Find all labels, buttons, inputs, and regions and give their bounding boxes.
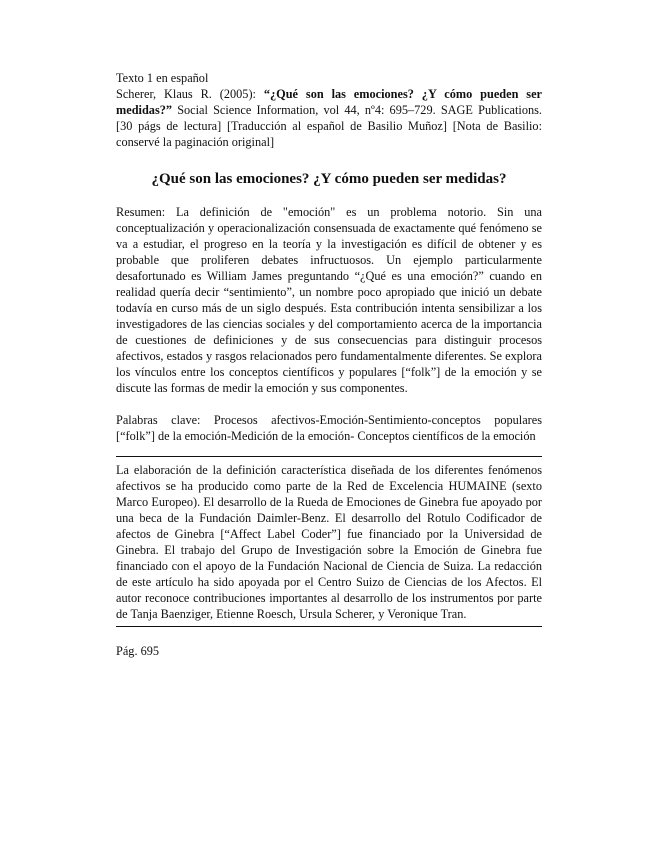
main-title: ¿Qué son las emociones? ¿Y cómo pueden ser medidas? [151,171,507,187]
document-content [116,70,542,659]
page-number: Pág. 695 [116,644,160,658]
citation-title: “¿Qué son las emociones? ¿Y cómo pueden ser medidas?” [116,87,542,117]
citation-authors: Scherer, Klaus R. (2005): [116,87,264,101]
abstract: Resumen: La definición de "emoción" es un problema notorio. Sin una conceptualización y operacionalización consensuada de exactamente qué fenómeno se va a estudiar, el progreso en la teoría y la investigación es difícil de obtener y es probable que proliferen debates infructuosos. Un ejemplo particularmente desafortunado es William James preguntando “¿Qué es una emoción?” cuando en realidad quería decir “sentimiento”, un nombre poco apropiado que inició un debate todavía en curso más de un siglo después. Esta contribución intenta sensibilizar a los investigadores de las ciencias sociales y del comportamiento acerca de la importancia de cuestiones de definiciones y de sus consecuencias para distinguir procesos afectivos, estados y rasgos relacionados pero fundamentalmente diferentes. Se explora los vínculos entre los conceptos científicos y populares [“folk”] de la emoción y se discute las formas de medir la emoción y sus componentes. [116,205,542,395]
header-label: Texto 1 en español [116,71,209,85]
citation-details: Social Science Information, vol 44, nº4: 695–729. SAGE Publications. [30 págs de lectura] [Traducción al español de Basilio Muñoz] [Nota de Basilio: conservé la paginación original] [116,103,542,149]
citation [116,86,542,150]
acknowledgements-text: La elaboración de la definición característica diseñada de los diferentes fenómenos afectivos se ha producido como parte de la Red de Excelencia HUMAINE (sexto Marco Europeo). El desarrollo de la Rueda de Emociones de Ginebra fue apoyado por una beca de la Fundación Daimler-Benz. El desarrollo del Rotulo Codificador de afectos de Ginebra [“Affect Label Coder”] fue financiado por la Universidad de Ginebra. El trabajo del Grupo de Investigación sobre la Emoción de Ginebra fue financiado con el apoyo de la Fundación Nacional de Ciencia de Suiza. La redacción de este artículo ha sido apoyada por el Centro Suizo de Ciencias de los Afectos. El autor reconoce contribuciones importantes al desarrollo de los instrumentos por parte de Tanja Baenziger, Etienne Roesch, Ursula Scherer, y Veronique Tran. [116,463,542,621]
acknowledgements-box [116,456,542,627]
keywords: Palabras clave: Procesos afectivos-Emoción-Sentimiento-conceptos populares [“folk”] de la emoción-Medición de la emoción- Conceptos científicos de la emoción [116,413,542,443]
